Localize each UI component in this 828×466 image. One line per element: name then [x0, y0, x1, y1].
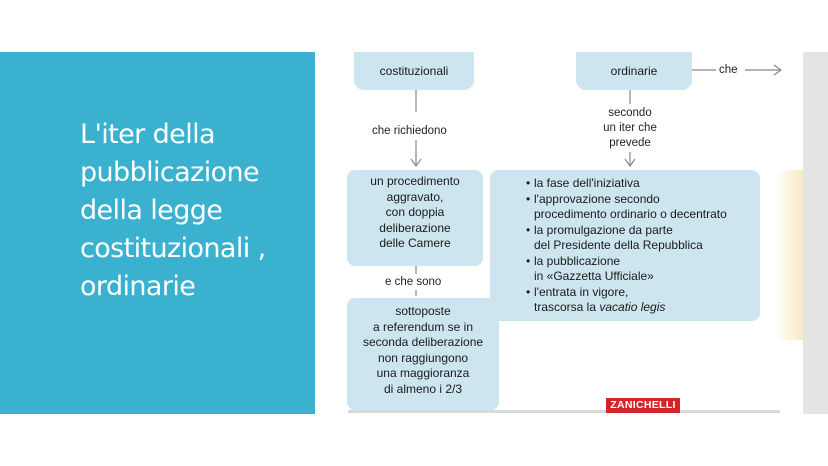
che-richiedono-label: che richiedono	[372, 125, 447, 137]
slide-title	[80, 116, 310, 306]
secondo-line: un iter che	[603, 122, 657, 134]
step-item: del Presidente della Repubblica	[534, 238, 703, 252]
costituzionali-label: costituzionali	[379, 64, 449, 78]
decorative-strip	[775, 170, 803, 340]
procedimento-line: aggravato,	[386, 189, 444, 204]
sottoposte-line: seconda deliberazione	[362, 335, 484, 349]
secondo-label	[590, 106, 670, 151]
step-item: • la pubblicazione	[526, 253, 621, 268]
title-line: costituzionali ,	[80, 233, 266, 264]
title-line: L'iter della	[80, 119, 215, 150]
sottoposte-line: non raggiungono	[377, 350, 469, 365]
sottoposte-line: una maggioranza	[376, 366, 470, 380]
procedimento-line: con doppia	[385, 205, 445, 219]
procedimento-line: un procedimento	[370, 174, 460, 188]
step-item: • la promulgazione da parte	[526, 222, 673, 237]
costituzionali-box	[354, 52, 474, 90]
title-line: pubblicazione	[80, 157, 260, 188]
procedimento-box	[347, 170, 483, 266]
sottoposte-box	[347, 298, 499, 410]
zanichelli-logo: ZANICHELLI	[606, 398, 680, 413]
che-label: che	[719, 64, 738, 76]
ordinarie-steps-box	[490, 170, 760, 321]
secondo-line: secondo	[608, 107, 652, 119]
title-line: ordinarie	[80, 271, 196, 302]
step-item: • l'approvazione secondo	[526, 191, 660, 206]
step-item: in «Gazzetta Ufficiale»	[534, 269, 654, 283]
e-che-sono-label: e che sono	[385, 276, 442, 288]
step-item: procedimento ordinario o decentrato	[534, 207, 727, 221]
title-line: della legge	[80, 195, 223, 226]
vacatio-legis: vacatio legis	[599, 300, 666, 314]
sottoposte-line: sottoposte	[395, 304, 451, 318]
sottoposte-line: a referendum se in	[372, 319, 474, 334]
divider	[348, 410, 780, 413]
ordinarie-box	[576, 52, 692, 90]
secondo-line: prevede	[609, 137, 651, 149]
step-item: • l'entrata in vigore,	[526, 284, 629, 299]
procedimento-line: delle Camere	[379, 236, 451, 250]
step-item: • la fase dell'iniziativa	[526, 176, 640, 190]
ordinarie-label: ordinarie	[610, 64, 658, 78]
step-item-last: trascorsa la vacatio legis	[534, 300, 666, 314]
side-strip	[803, 52, 828, 414]
sottoposte-line: di almeno i 2/3	[383, 381, 463, 396]
procedimento-line: deliberazione	[379, 220, 451, 235]
